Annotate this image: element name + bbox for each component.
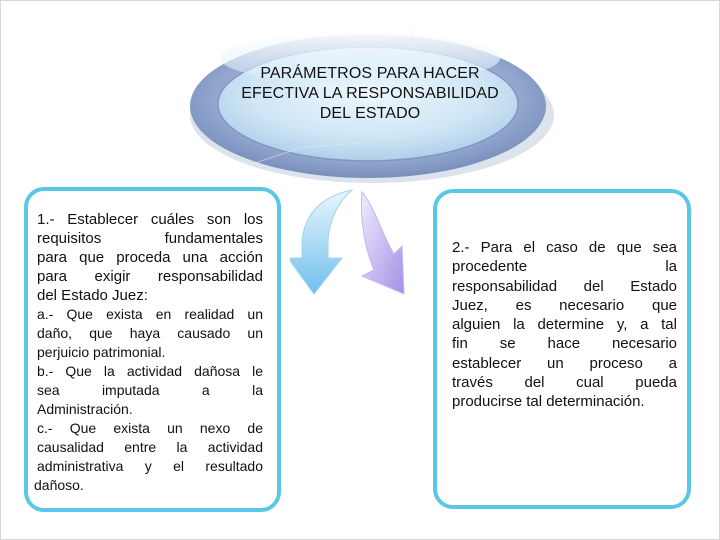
left-item-line: a.- Que exista en realidad un [37, 306, 263, 322]
left-item-line: causalidad entre la actividad [37, 439, 263, 455]
right-curved-arrow [358, 190, 434, 302]
title-line: DEL ESTADO [319, 105, 421, 122]
left-box-text [34, 210, 263, 495]
diagram-title [215, 64, 525, 124]
left-intro-line: 1.- Establecer cuáles son los [37, 211, 263, 228]
left-item-line: sea imputada a la [37, 382, 263, 398]
left-intro-line: del Estado Juez: [37, 287, 148, 304]
right-line: producirse tal determinación. [452, 393, 645, 411]
right-line: través del cual pueda [452, 374, 677, 392]
left-intro-line: para exigir responsabilidad [37, 268, 263, 285]
left-item-line: Administración. [37, 401, 133, 417]
right-box-text [452, 238, 677, 412]
right-line: Juez, es necesario que [452, 296, 677, 314]
left-item-line: dañoso. [34, 477, 84, 493]
right-line: responsabilidad del Estado [452, 277, 677, 295]
right-line: fin se hace necesario [452, 335, 677, 353]
title-line: EFECTIVA LA RESPONSABILIDAD [241, 85, 499, 102]
right-line: 2.- Para el caso de que sea [452, 239, 677, 256]
right-line: alguien la determine y, a tal [452, 316, 677, 334]
left-item-line: administrativa y el resultado [37, 458, 263, 474]
left-item-line: daño, que haya causado un [37, 325, 263, 341]
title-line: PARÁMETROS PARA HACER [260, 65, 480, 82]
right-line: establecer un proceso a [452, 354, 677, 372]
left-item-line: c.- Que exista un nexo de [37, 420, 263, 436]
right-line: procedente la [452, 258, 677, 276]
left-item-line: b.- Que la actividad dañosa le [37, 363, 263, 379]
left-item-line: perjuicio patrimonial. [37, 344, 166, 360]
left-intro-line: requisitos fundamentales [37, 230, 263, 247]
left-intro-line: para que proceda una acción [37, 249, 263, 266]
